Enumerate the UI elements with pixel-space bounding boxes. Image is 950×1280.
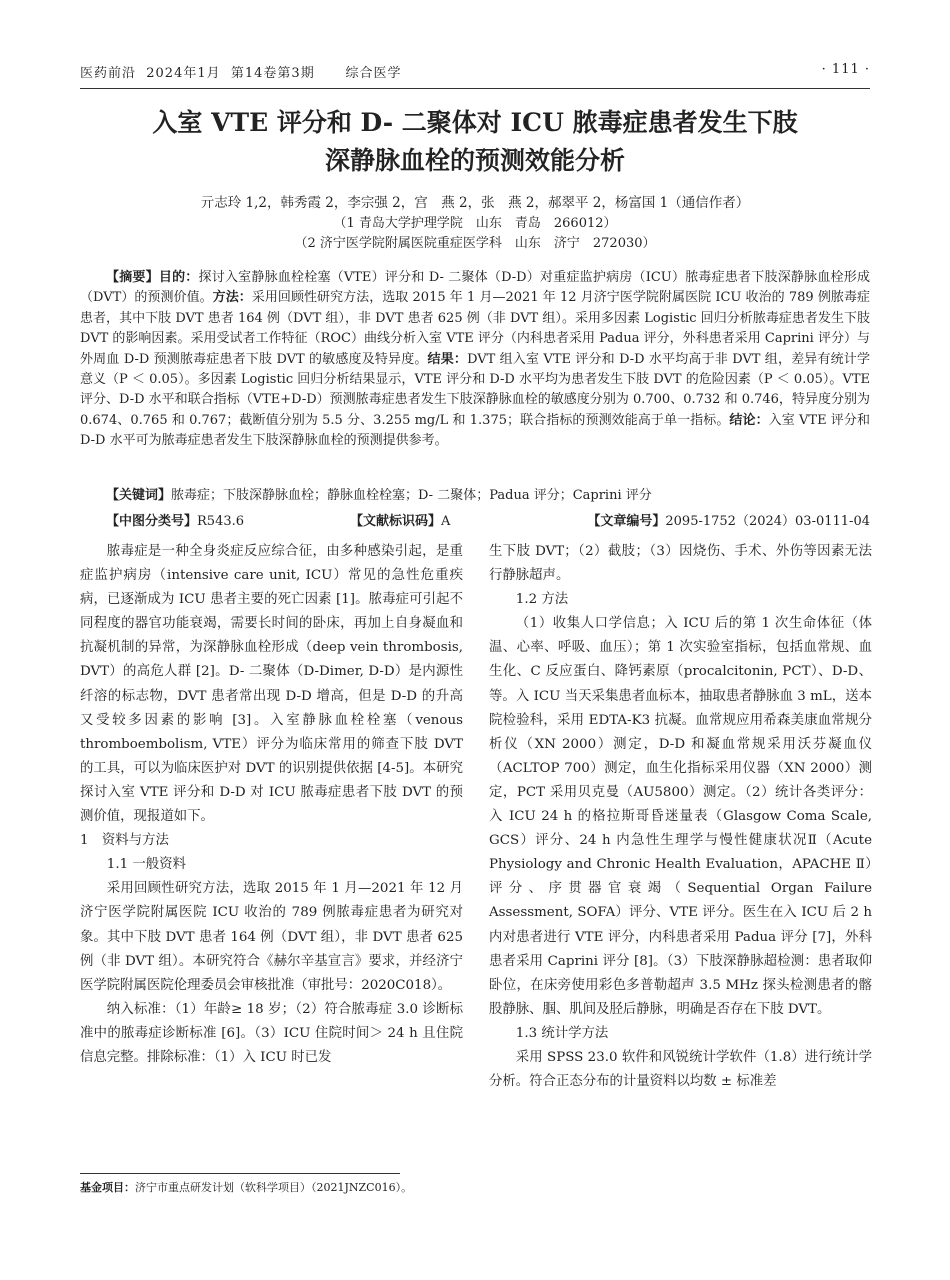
statistics-paragraph: 采用 SPSS 23.0 软件和风锐统计学软件（1.8）进行统计学分析。符合正态分布的计量资料以均数 ± 标准差: [489, 1049, 872, 1090]
criteria-paragraph: 纳入标准：（1）年龄≥ 18 岁；（2）符合脓毒症 3.0 诊断标准中的脓毒症诊断标准 [6]。（3）ICU 住院时间＞ 24 h 且住院信息完整。排除标准：（1）入 ICU 时已发: [80, 1001, 463, 1065]
funding-text: 济宁市重点研发计划（软科学项目）（2021JNZC016）。: [135, 1181, 413, 1194]
method-text: 采用回顾性研究方法，选取 2015 年 1 月—2021 年 12 月济宁医学院附属医院 ICU 收治的 789 例脓毒症患者，其中下肢 DVT 患者 164 例（DVT 组），非 DVT 患者 625 例（非 DVT 组）。采用多因素 Logistic 回归分析脓毒症患者发生下肢 DVT 的影响因素。采用受试者工作特征（ROC）曲线分析入室 VTE 评分（内科患者采用 Padua 评分，外科患者采用 Caprini 评分）与外周血 D-D 预测脓毒症患者下肢 DVT 的敏感度及特异度。: [80, 290, 870, 367]
doc-value: A: [441, 514, 451, 529]
general-data-paragraph: 采用回顾性研究方法，选取 2015 年 1 月—2021 年 12 月济宁医学院附属医院 ICU 收治的 789 例脓毒症患者为研究对象。其中下肢 DVT 患者 164 例（DVT 组），非 DVT 患者 625 例（非 DVT 组）。本研究符合《赫尔辛基宣言》要求，并经济宁医学院附属医院伦理委员会审核批准（审批号：2020C018）。: [80, 881, 463, 993]
journal-info: 医药前沿 2024年1月 第14卷第3期 综合医学: [80, 66, 402, 81]
keywords-label: 【关键词】: [106, 488, 172, 503]
affiliation-2: （2 济宁医学院附属医院重症医学科 山东 济宁 272030）: [294, 236, 656, 251]
subsection-heading-1-2: 1.2 方法: [515, 592, 569, 608]
objective-label: 目的：: [158, 270, 199, 285]
article-label: 【文章编号】: [587, 514, 666, 529]
methods-paragraph: （1）收集人口学信息；入 ICU 后的第 1 次生命体征（体温、心率、呼吸、血压）；第 1 次实验室指标，包括血常规、血生化、C 反应蛋白、降钙素原（procalcitonin, PCT）、D-D、等。入 ICU 当天采集患者血标本，抽取患者静脉血 3 mL，送本院检验科，采用 EDTA-K3 抗凝。血常规应用希森美康血常规分析仪（XN 2000）测定，D-D 和凝血常规采用沃芬凝血仪（ACLTOP 700）测定，血生化指标采用仪器（XN 2000）测定，PCT 采用贝克曼（AU5800）测定。（2）统计各类评分：入 ICU 24 h 的格拉斯哥昏迷量表（Glasgow Coma Scale, GCS）评分、24 h 内急性生理学与慢性健康状况Ⅱ（Acute Physiology and Chronic Health Evaluation，APACHE Ⅱ）评分、序贯器官衰竭（Sequential Organ Failure Assessment, SOFA）评分、VTE 评分。医生在入 ICU 后 2 h 内对患者进行 VTE 评分，内科患者采用 Padua 评分 [7]，外科患者采用 Caprini 评分 [8]。（3）下肢深静脉超检测：患者取仰卧位，在床旁使用彩色多普勒超声 3.5 MHz 探头检测患者的髂股静脉、腘、肌间及胫后静脉，明确是否存在下肢 DVT。: [489, 616, 872, 1017]
clc-label: 【中图分类号】: [106, 514, 198, 529]
abstract: [80, 268, 870, 452]
clc-code: [106, 510, 244, 529]
keywords-text: 脓毒症；下肢深静脉血栓；静脉血栓栓塞；D- 二聚体；Padua 评分；Caprini 评分: [171, 488, 652, 503]
article-title: [80, 104, 870, 180]
title-line-1: 入室 VTE 评分和 D- 二聚体对 ICU 脓毒症患者发生下肢: [152, 108, 798, 137]
section-heading-1: 1 资料与方法: [80, 833, 169, 849]
left-column: [80, 540, 463, 1070]
doc-label: 【文献标识码】: [350, 514, 442, 529]
clc-value: R543.6: [197, 514, 245, 529]
funding-footnote: [80, 1180, 463, 1196]
affiliation-1: （1 青岛大学护理学院 山东 青岛 266012）: [333, 216, 617, 231]
abstract-label: 【摘要】: [106, 270, 159, 285]
doc-code: [350, 510, 450, 529]
author-list: 亓志玲 1,2，韩秀霞 2，李宗强 2，宫 燕 2，张 燕 2，郝翠平 2，杨富国 1（通信作者）: [200, 195, 750, 211]
result-label: 结果：: [427, 351, 468, 367]
title-line-2: 深静脉血栓的预测效能分析: [324, 146, 625, 175]
objective-text: 探讨入室静脉血栓栓塞（VTE）评分和 D- 二聚体（D-D）对重症监护病房（ICU）脓毒症患者下肢深静脉血栓形成（DVT）的预测价值。: [80, 270, 870, 306]
funding-label: 基金项目：: [80, 1181, 135, 1194]
running-header: [80, 62, 870, 84]
intro-paragraph: 脓毒症是一种全身炎症反应综合征，由多种感染引起，是重症监护病房（intensive care unit, ICU）常见的急性危重疾病，已逐渐成为 ICU 患者主要的死亡因素 [1]。脓毒症可引起不同程度的器官功能衰竭，需要长时间的卧床，再加上自身凝血和抗凝机制的异常，为深静脉血栓形成（deep vein thrombosis, DVT）的高危人群 [2]。D- 二聚体（D-Dimer, D-D）是内源性纤溶的标志物，DVT 患者常出现 D-D 增高，但是 D-D 的升高又受较多因素的影响 [3]。入室静脉血栓栓塞（venous thromboembolism, VTE）评分为临床常用的筛查下肢 DVT 的工具，可以为临床医护对 DVT 的识别提供依据 [4-5]。本研究探讨入室 VTE 评分和 D-D 对 ICU 脓毒症患者下肢 DVT 的预测价值，现报道如下。: [80, 544, 463, 825]
criteria-continued: 生下肢 DVT；（2）截肢；（3）因烧伤、手术、外伤等因素无法行静脉超声。: [489, 544, 872, 584]
header-rule: [80, 88, 870, 89]
subsection-heading-1-3: 1.3 统计学方法: [515, 1025, 609, 1041]
conclusion-text: 入室 VTE 评分和 D-D 水平可为脓毒症患者发生下肢深静脉血栓的预测提供参考。: [80, 412, 870, 449]
keywords: [80, 486, 870, 506]
page-number: · 111 ·: [821, 62, 870, 77]
conclusion-label: 结论：: [729, 412, 769, 428]
article-value: 2095-1752（2024）03-0111-04: [665, 514, 870, 529]
result-text: DVT 组入室 VTE 评分和 D-D 水平均高于非 DVT 组，差异有统计学意义（P ＜ 0.05）。多因素 Logistic 回归分析结果显示，VTE 评分和 D-D 水平均为患者发生下肢 DVT 的危险因素（P ＜ 0.05）。VTE 评分、D-D 水平和联合指标（VTE+D-D）预测脓毒症患者发生下肢深静脉血栓的敏感度分别为 0.700、0.732 和 0.746，特异度分别为 0.674、0.765 和 0.767；截断值分别为 5.5 分、3.255 mg/L 和 1.375；联合指标的预测效能高于单一指标。: [80, 351, 870, 428]
right-column: [489, 540, 872, 1094]
method-label: 方法：: [212, 290, 252, 306]
subsection-heading-1-1: 1.1 一般资料: [106, 857, 186, 873]
classification-row: [80, 510, 870, 530]
footnote-rule: [80, 1173, 400, 1174]
article-number: [587, 510, 870, 529]
